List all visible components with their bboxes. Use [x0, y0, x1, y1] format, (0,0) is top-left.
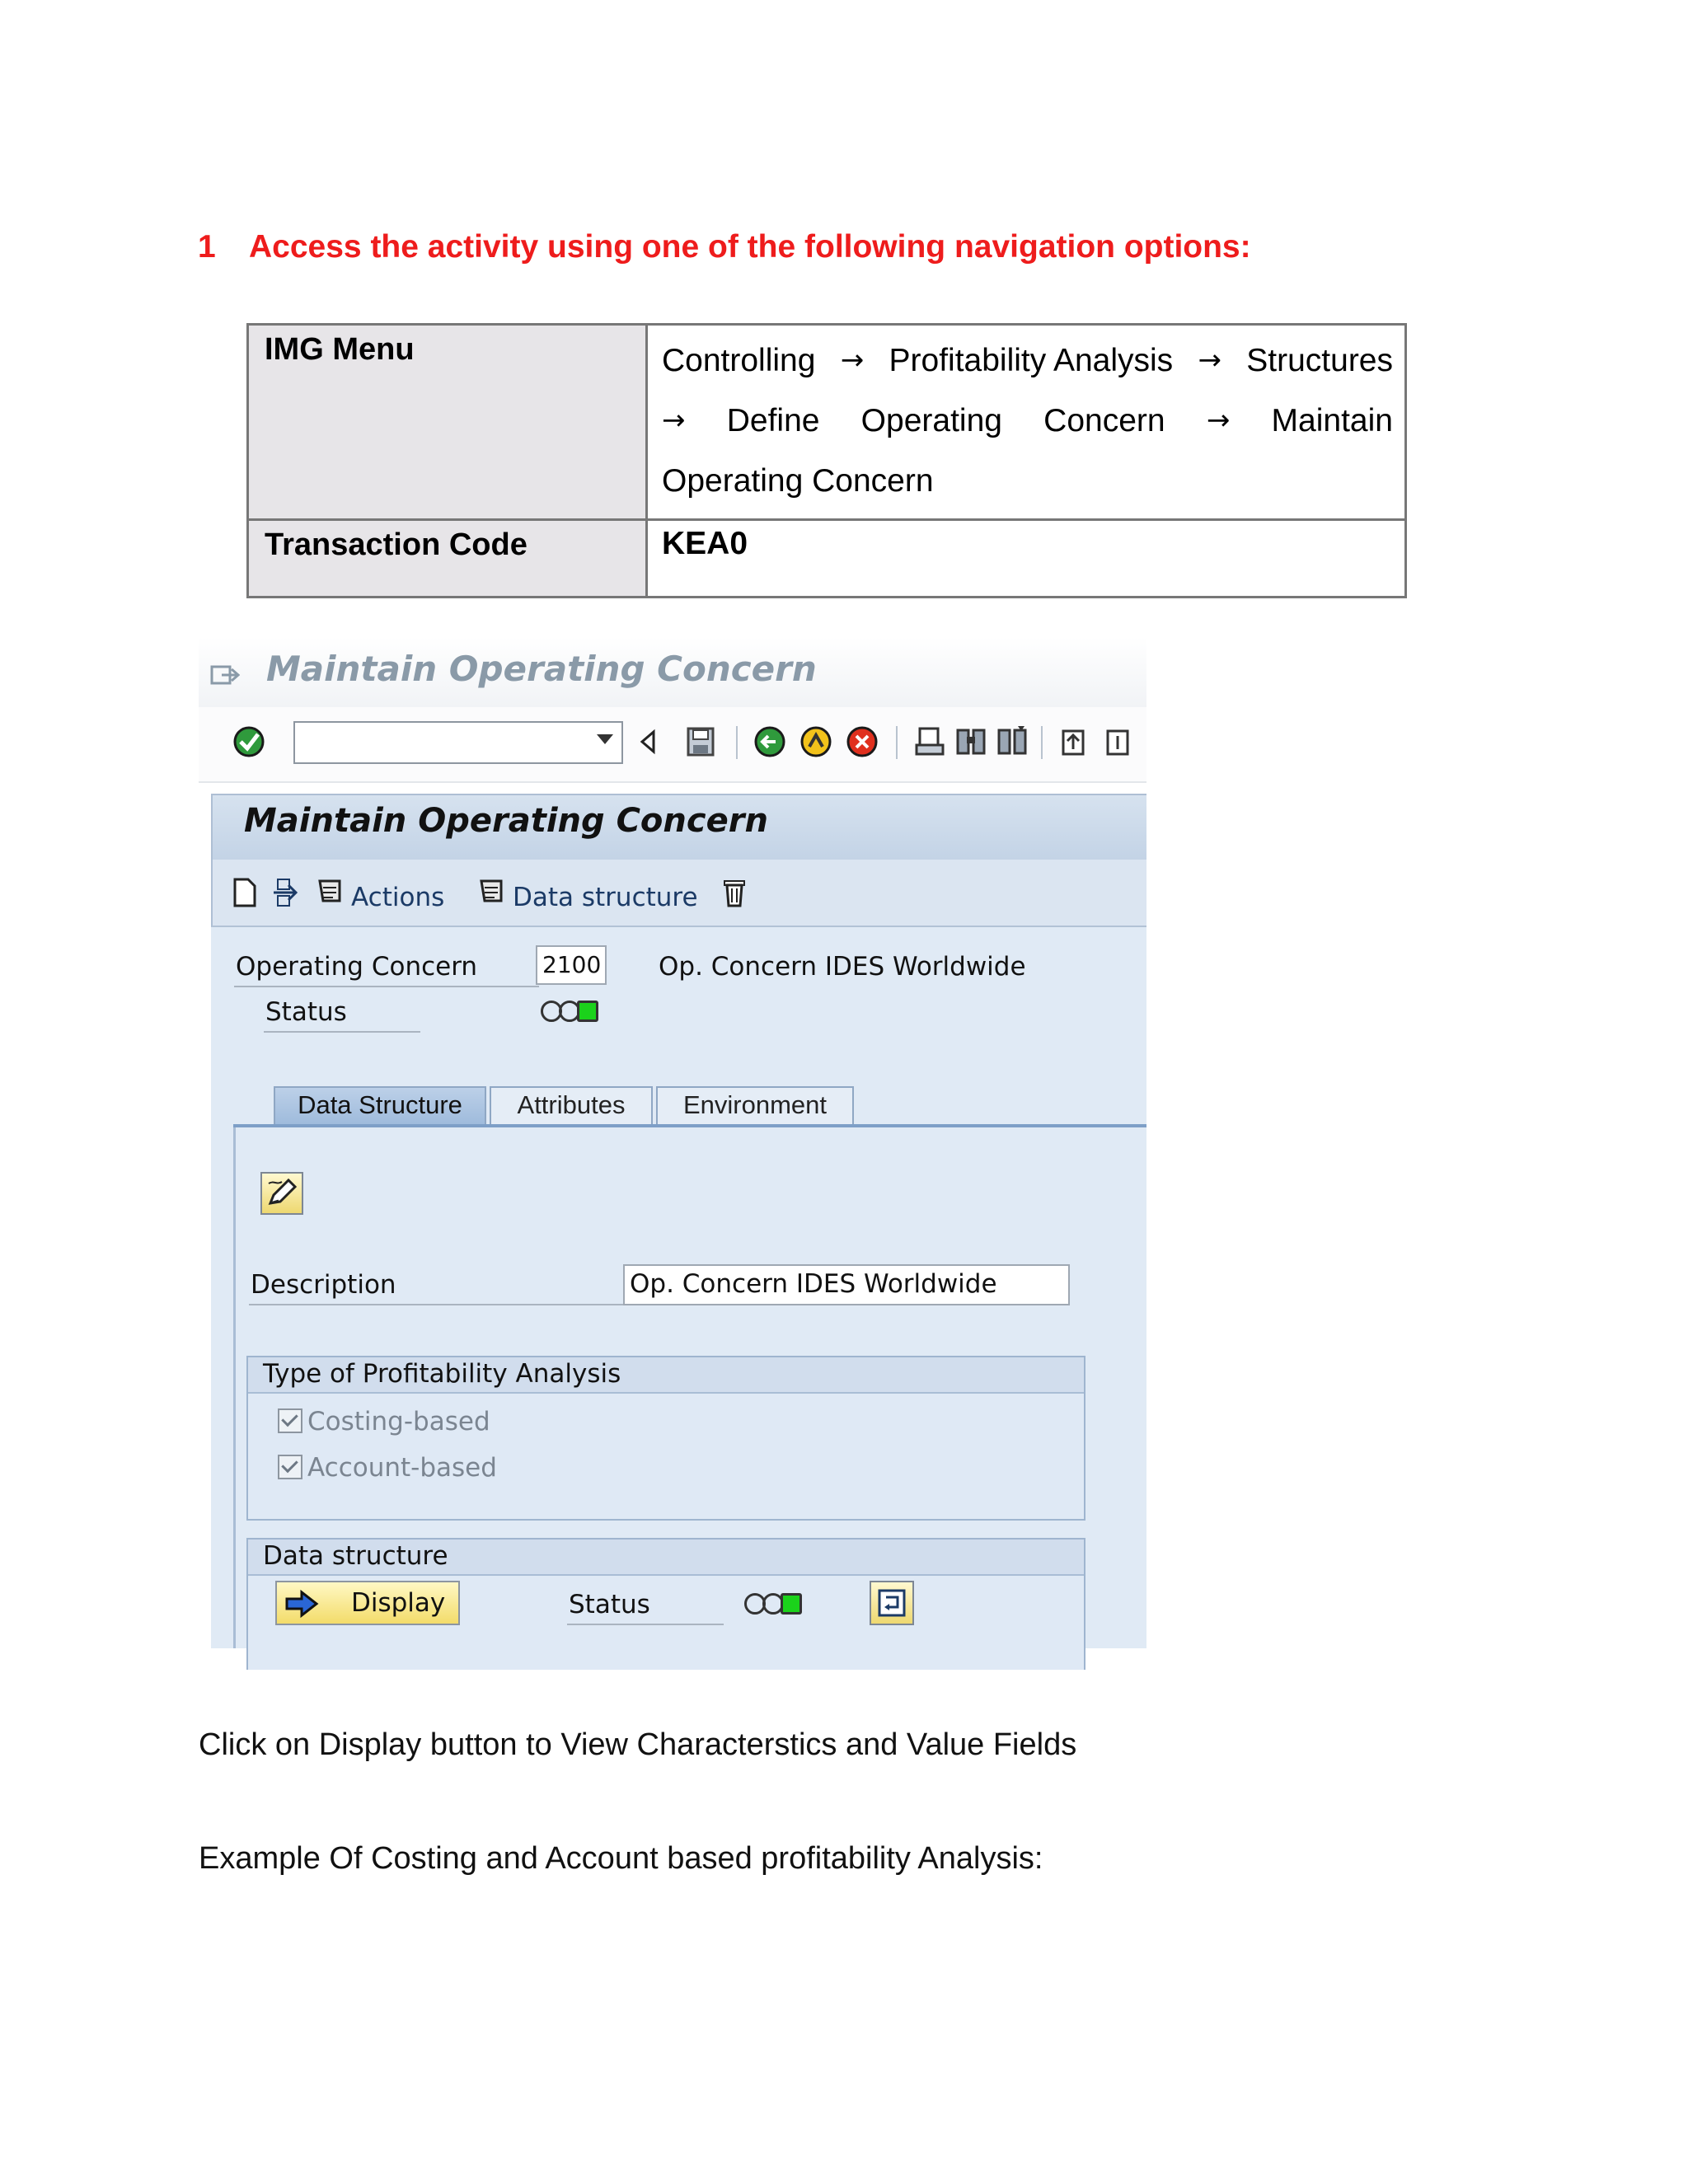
trash-icon[interactable]	[720, 876, 748, 909]
path-item: Controlling	[662, 343, 816, 378]
window-titlebar	[199, 637, 1146, 707]
instruction-text: Click on Display button to View Characterstics and Value Fields	[199, 1727, 1077, 1762]
arrow-icon: →	[662, 404, 686, 437]
step-heading	[198, 229, 1251, 265]
toolbar-separator	[1041, 726, 1043, 759]
screen-header	[211, 794, 1146, 860]
toolbar-separator	[896, 726, 898, 759]
tab-data-structure[interactable]: Data Structure	[274, 1086, 486, 1124]
arrow-icon: →	[1198, 344, 1221, 377]
arrow-icon: →	[840, 344, 865, 377]
path-item: Concern	[1043, 403, 1165, 438]
img-menu-path	[648, 326, 1404, 518]
light-green-icon	[577, 1001, 598, 1022]
label-underline	[264, 1031, 420, 1033]
img-menu-row	[249, 326, 1404, 521]
path-item: Operating	[860, 403, 1002, 438]
path-item: Operating Concern	[662, 463, 934, 499]
display-button-label: Display	[351, 1588, 446, 1618]
img-menu-label: IMG Menu	[249, 326, 648, 518]
create-icon[interactable]	[231, 876, 259, 909]
tcode-label: Transaction Code	[249, 521, 648, 596]
example-text: Example Of Costing and Account based profitability Analysis:	[199, 1841, 1043, 1876]
tab-environment[interactable]: Environment	[656, 1086, 854, 1124]
generate-icon	[871, 1582, 912, 1624]
light-green-icon	[781, 1593, 802, 1615]
exit-yellow-icon[interactable]	[799, 723, 833, 761]
account-based-checkbox[interactable]	[278, 1453, 497, 1483]
edit-button[interactable]	[260, 1172, 303, 1215]
costing-based-label: Costing-based	[307, 1407, 490, 1436]
activate-button[interactable]	[870, 1581, 914, 1625]
group-title: Data structure	[248, 1540, 1084, 1576]
print-icon[interactable]	[912, 723, 947, 761]
application-toolbar	[211, 860, 1146, 927]
path-item: Maintain	[1271, 403, 1393, 438]
save-icon[interactable]	[683, 723, 718, 761]
toolbar-separator	[736, 726, 738, 759]
costing-based-checkbox[interactable]	[278, 1407, 490, 1436]
first-page-icon[interactable]	[1056, 723, 1090, 761]
description-input[interactable]: Op. Concern IDES Worldwide	[623, 1264, 1070, 1305]
previous-page-icon[interactable]	[1100, 723, 1135, 761]
path-item: Define	[726, 403, 820, 438]
actions-scroll-icon[interactable]	[315, 876, 348, 909]
window-title: Maintain Operating Concern	[266, 649, 817, 689]
display-button[interactable]	[275, 1581, 460, 1625]
data-structure-scroll-icon[interactable]	[476, 876, 509, 909]
actions-button[interactable]: Actions	[351, 883, 445, 912]
path-item: Profitability Analysis	[889, 343, 1174, 378]
command-field[interactable]	[293, 721, 623, 764]
enter-icon[interactable]	[232, 723, 266, 761]
group-title: Type of Profitability Analysis	[248, 1357, 1084, 1394]
label-underline	[567, 1624, 724, 1625]
label-underline	[249, 1304, 625, 1305]
chevron-down-icon[interactable]	[597, 734, 613, 744]
operating-concern-description: Op. Concern IDES Worldwide	[659, 952, 1026, 982]
checkbox-icon	[278, 1408, 302, 1433]
path-line-2	[662, 391, 1393, 451]
back-arrow-icon[interactable]	[632, 723, 667, 761]
data-structure-status-label: Status	[569, 1590, 650, 1619]
description-label: Description	[251, 1270, 396, 1300]
operating-concern-label: Operating Concern	[236, 952, 478, 982]
checkbox-icon	[278, 1455, 302, 1479]
path-item: Structures	[1246, 343, 1393, 378]
account-based-label: Account-based	[307, 1453, 497, 1483]
change-arrows-icon[interactable]	[270, 876, 307, 909]
arrow-icon: →	[1206, 404, 1231, 437]
data-structure-status-light-icon	[744, 1593, 799, 1615]
operating-concern-input[interactable]: 2100	[536, 945, 607, 985]
tcode-row	[249, 521, 1404, 596]
green-back-icon[interactable]	[753, 723, 787, 761]
tcode-value: KEA0	[662, 526, 748, 561]
navigation-table	[246, 323, 1407, 598]
exit-icon[interactable]	[210, 662, 240, 687]
step-text: Access the activity using one of the following navigation options:	[249, 229, 1251, 265]
screen-title: Maintain Operating Concern	[244, 802, 768, 840]
path-line-3	[662, 451, 1393, 511]
pencil-icon	[262, 1174, 302, 1213]
arrow-right-icon	[284, 1589, 320, 1619]
cancel-icon[interactable]	[845, 723, 879, 761]
step-number: 1	[198, 229, 216, 265]
data-structure-button[interactable]: Data structure	[513, 883, 698, 912]
tab-attributes[interactable]: Attributes	[490, 1086, 653, 1124]
label-underline	[234, 986, 539, 987]
find-icon[interactable]	[954, 723, 988, 761]
status-traffic-light-icon	[541, 1001, 595, 1022]
path-line-1	[662, 330, 1393, 391]
status-label: Status	[265, 997, 347, 1027]
find-next-icon[interactable]	[995, 723, 1029, 761]
type-of-profitability-group	[246, 1356, 1085, 1521]
